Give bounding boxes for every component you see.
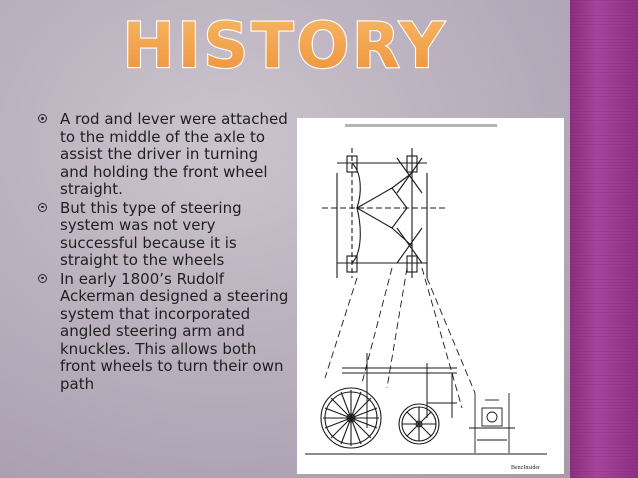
circled-dot-icon bbox=[38, 203, 47, 212]
bullet-text: In early 1800’s Rudolf Ackerman designed a steering system that incorporated angled steering arm and knuckles. This allows both front wheels to turn their own path bbox=[60, 269, 289, 393]
watermark-text: BenzInsider bbox=[511, 465, 540, 471]
title-graphic bbox=[122, 9, 448, 82]
bullet-list bbox=[38, 111, 290, 394]
steering-diagram-image bbox=[297, 118, 564, 474]
carriage-frame bbox=[342, 353, 457, 428]
bullet-item bbox=[38, 111, 290, 199]
circled-dot-icon bbox=[38, 274, 47, 283]
bullet-text: A rod and lever were attached to the middle of the axle to assist the driver in turning and holding the front wheel straight. bbox=[60, 110, 288, 198]
bullet-item bbox=[38, 200, 290, 270]
rear-view-sketch bbox=[469, 393, 515, 453]
title-text: HISTORY bbox=[122, 9, 448, 82]
accent-band bbox=[570, 0, 638, 478]
steering-drawing bbox=[297, 118, 564, 474]
caption-scribble bbox=[345, 124, 497, 127]
rear-wheel-drawing bbox=[321, 388, 381, 448]
front-wheel-drawing bbox=[399, 404, 439, 444]
front-axle-drawing bbox=[322, 148, 447, 278]
bullet-text: But this type of steering system was not very successful because it is straight to the wheels bbox=[60, 198, 242, 269]
slide-title bbox=[122, 9, 448, 82]
bullet-item bbox=[38, 271, 290, 394]
circled-dot-icon bbox=[38, 114, 47, 123]
